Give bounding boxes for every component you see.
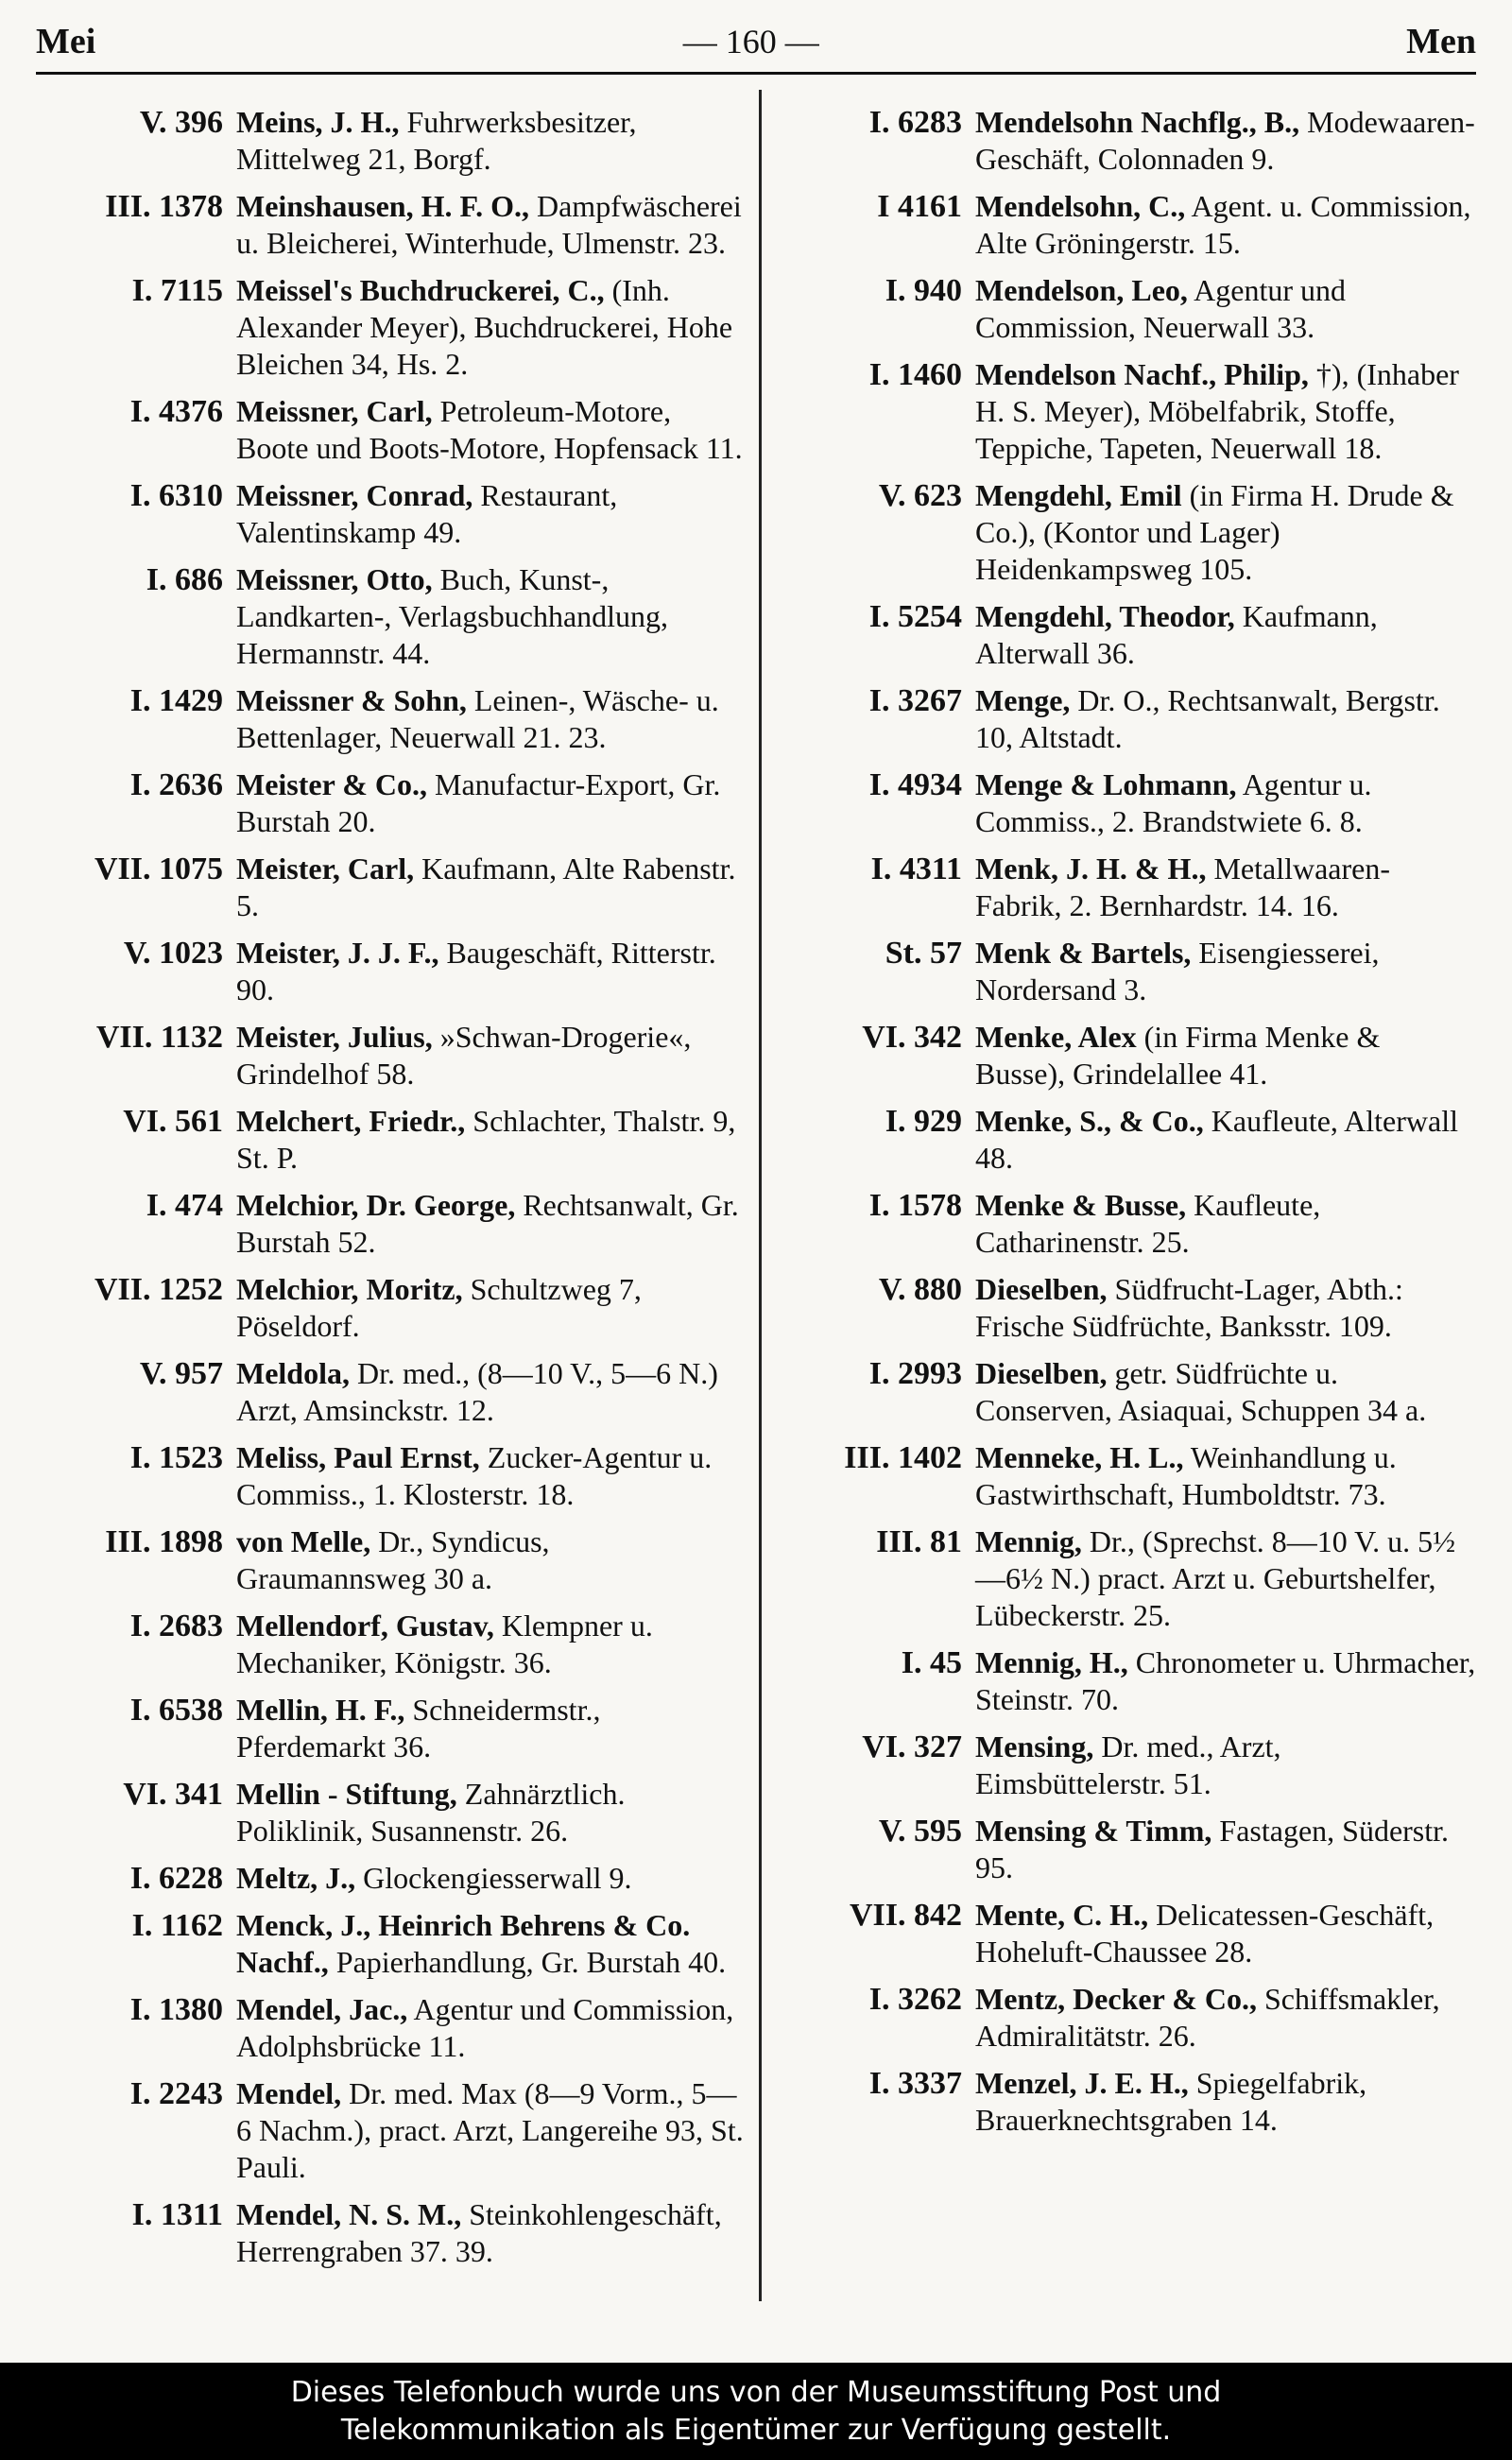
entry-text [236, 188, 747, 262]
directory-entry [775, 1019, 1476, 1092]
entry-details: †), (Inhaber H. S. Meyer), Möbelfabrik, Stoffe, Teppiche, Tapeten, Neuerwall 18. [975, 357, 1459, 465]
entry-name: Mennig, [975, 1524, 1082, 1558]
entry-name: Melchior, Dr. George, [236, 1188, 516, 1222]
entry-name: Meissner, Carl, [236, 394, 433, 428]
left-column [36, 104, 747, 2280]
entry-name: Mentz, Decker & Co., [975, 1982, 1257, 2016]
entry-text [975, 1271, 1476, 1345]
phone-number: I. 6538 [129, 1693, 223, 1728]
entry-name: Mendelsohn, C., [975, 189, 1186, 223]
entry-name: Mensing, [975, 1729, 1094, 1763]
entry-text [975, 272, 1476, 346]
directory-entry [36, 1776, 747, 1849]
entry-name: Meister, J. J. F., [236, 936, 439, 970]
entry-name: Mente, C. H., [975, 1898, 1149, 1932]
entry-details: Dr., Syndicus, Graumannsweg 30 a. [236, 1524, 550, 1595]
footer-line-1: Dieses Telefonbuch wurde uns von der Museumsstiftung Post und [290, 2375, 1222, 2409]
entry-details: Fuhrwerksbesitzer, Mittelweg 21, Borgf. [236, 105, 637, 176]
entry-details: Agentur und Commission, Adolphsbrücke 11. [236, 1992, 734, 2063]
entry-details: Leinen-, Wäsche- u. Bettenlager, Neuerwall 21. 23. [236, 683, 719, 754]
phone-number: I. 2993 [868, 1356, 962, 1391]
entry-name: Mengdehl, Theodor, [975, 599, 1235, 633]
entry-details: Delicatessen-Geschäft, Hoheluft-Chaussee 28. [975, 1898, 1435, 1969]
entry-details: Weinhandlung u. Gastwirthschaft, Humboldtstr. 73. [975, 1440, 1397, 1511]
entry-name: Melchert, Friedr., [236, 1104, 466, 1138]
entry-details: Dr., (Sprechst. 8—10 V. u. 5½—6½ N.) pract. Arzt u. Geburtshelfer, Lübeckerstr. 25. [975, 1524, 1456, 1632]
directory-entry [775, 188, 1476, 262]
entry-details: Klempner u. Mechaniker, Königstr. 36. [236, 1608, 653, 1679]
directory-entry [36, 682, 747, 756]
entry-text [236, 2075, 747, 2186]
phone-number: VI. 342 [862, 1020, 962, 1055]
directory-entry [36, 1355, 747, 1429]
entry-name: Mendelson, Leo, [975, 273, 1188, 307]
entry-text [236, 1019, 747, 1092]
entry-details: Agentur und Commission, Neuerwall 33. [975, 273, 1346, 344]
entry-text [975, 682, 1476, 756]
entry-text [236, 1907, 747, 1981]
entry-text [236, 851, 747, 924]
header-rule [36, 72, 1476, 75]
phone-number: VII. 1075 [94, 852, 223, 886]
entry-name: Meissel's Buchdruckerei, C., [236, 273, 605, 307]
directory-entry [775, 1981, 1476, 2055]
entry-text [236, 1355, 747, 1429]
entry-details: getr. Südfrüchte u. Conserven, Asiaquai, Schuppen 34 a. [975, 1356, 1427, 1427]
entry-details: Chronometer u. Uhrmacher, Steinstr. 70. [975, 1645, 1476, 1716]
directory-entry [775, 1355, 1476, 1429]
entry-text [236, 2196, 747, 2270]
entry-name: Mendel, N. S. M., [236, 2197, 462, 2231]
entry-text [975, 766, 1476, 840]
entry-name: Menke, Alex [975, 1020, 1137, 1054]
entry-text [236, 1271, 747, 1345]
entry-details: Petroleum-Motore, Boote und Boots-Motore, Hopfensack 11. [236, 394, 743, 465]
entry-name: Menk & Bartels, [975, 936, 1192, 970]
entry-details: Kaufmann, Alte Rabenstr. 5. [236, 852, 736, 922]
column-divider [759, 90, 762, 2301]
phone-number: I. 4934 [868, 767, 962, 802]
entry-details: »Schwan-Drogerie«, Grindelhof 58. [236, 1020, 692, 1091]
entry-name: Dieselben, [975, 1272, 1108, 1306]
directory-entry [775, 1187, 1476, 1261]
entry-name: Menke, S., & Co., [975, 1104, 1204, 1138]
entry-details: Glockengiesserwall 9. [355, 1861, 632, 1895]
entry-text [236, 104, 747, 178]
directory-entry [775, 935, 1476, 1008]
directory-entry [36, 1692, 747, 1765]
entry-text [975, 188, 1476, 262]
phone-number: VII. 1252 [94, 1272, 223, 1307]
entry-details: Dr. O., Rechtsanwalt, Bergstr. 10, Altstadt. [975, 683, 1440, 754]
directory-entry [36, 1271, 747, 1345]
entry-details: Kaufleute, Catharinenstr. 25. [975, 1188, 1321, 1259]
directory-entry [36, 851, 747, 924]
entry-text [975, 1019, 1476, 1092]
directory-entry [775, 1729, 1476, 1802]
entry-text [236, 1187, 747, 1261]
entry-details: Dampfwäscherei u. Bleicherei, Winterhude, Ulmenstr. 23. [236, 189, 742, 260]
directory-entry [775, 1103, 1476, 1177]
phone-number: VI. 561 [123, 1104, 223, 1139]
phone-number: III. 1402 [844, 1440, 962, 1475]
phone-number: I. 3262 [868, 1982, 962, 2017]
header-right-keyword: Men [1406, 22, 1476, 61]
phone-number: I. 1380 [129, 1992, 223, 2027]
entry-name: Meltz, J., [236, 1861, 356, 1895]
directory-entry [36, 188, 747, 262]
entry-text [975, 1729, 1476, 1802]
phone-number: V. 1023 [123, 936, 223, 971]
entry-name: Meister, Julius, [236, 1020, 433, 1054]
entry-details: Kaufmann, Alterwall 36. [975, 599, 1378, 670]
entry-text [236, 1608, 747, 1681]
phone-number: I. 4311 [870, 852, 962, 886]
header-left-keyword: Mei [36, 22, 96, 61]
entry-text [236, 1439, 747, 1513]
directory-entry [775, 598, 1476, 672]
phone-number: I. 3267 [868, 683, 962, 718]
entry-name: Meister & Co., [236, 767, 427, 801]
directory-entry [36, 561, 747, 672]
entry-text [236, 561, 747, 672]
entry-details: Zucker-Agentur u. Commiss., 1. Klosterstr. 18. [236, 1440, 713, 1511]
entry-text [975, 1897, 1476, 1970]
entry-details: Rechtsanwalt, Gr. Burstah 52. [236, 1188, 739, 1259]
entry-text [975, 2065, 1476, 2139]
entry-details: Dr. med. Max (8—9 Vorm., 5—6 Nachm.), pract. Arzt, Langereihe 93, St. Pauli. [236, 2076, 744, 2184]
entry-text [236, 1991, 747, 2065]
entry-details: Fastagen, Süderstr. 95. [975, 1814, 1450, 1884]
entry-details: Schiffsmakler, Admiralitätstr. 26. [975, 1982, 1440, 2053]
entry-name: Menke & Busse, [975, 1188, 1187, 1222]
entry-name: Meldola, [236, 1356, 350, 1390]
entry-name: Meliss, Paul Ernst, [236, 1440, 480, 1474]
entry-name: Mengdehl, Emil [975, 478, 1182, 512]
phone-number: V. 595 [878, 1814, 962, 1849]
phone-number: I. 3337 [868, 2066, 962, 2101]
entry-text [975, 598, 1476, 672]
entry-text [236, 393, 747, 467]
phone-number: V. 396 [139, 105, 223, 140]
phone-number: I. 686 [146, 562, 223, 597]
entry-text [975, 1439, 1476, 1513]
entry-details: Schultzweg 7, Pöseldorf. [236, 1272, 642, 1343]
directory-entry [36, 1991, 747, 2065]
directory-entry [775, 1271, 1476, 1345]
entry-details: Agent. u. Commission, Alte Gröningerstr. 15. [975, 189, 1471, 260]
entry-text [975, 1644, 1476, 1718]
entry-details: Eisengiesserei, Nordersand 3. [975, 936, 1380, 1006]
footer-line-2: Telekommunikation als Eigentümer zur Verfügung gestellt. [340, 2413, 1172, 2447]
directory-entry [36, 2075, 747, 2186]
entry-details: Restaurant, Valentinskamp 49. [236, 478, 618, 549]
entry-text [236, 682, 747, 756]
entry-text [236, 477, 747, 551]
entry-text [236, 935, 747, 1008]
entry-name: Mendel, [236, 2076, 342, 2110]
entry-name: Meissner, Otto, [236, 562, 433, 596]
phone-number: I. 7115 [131, 273, 223, 308]
entry-name: Menneke, H. L., [975, 1440, 1184, 1474]
phone-number: I. 2636 [129, 767, 223, 802]
directory-entry [775, 104, 1476, 178]
phone-number: I. 1162 [131, 1908, 223, 1943]
entry-details: Dr. med., Arzt, Eimsbüttelerstr. 51. [975, 1729, 1281, 1800]
directory-entry [775, 2065, 1476, 2139]
phone-number: I. 6228 [129, 1861, 223, 1896]
directory-entry [775, 1523, 1476, 1634]
entry-text [975, 1355, 1476, 1429]
entry-details: Manufactur-Export, Gr. Burstah 20. [236, 767, 721, 838]
entry-name: Meissner & Sohn, [236, 683, 467, 717]
directory-entry [36, 1523, 747, 1597]
phone-number: V. 957 [139, 1356, 223, 1391]
entry-text [236, 1103, 747, 1177]
entry-details: (Inh. Alexander Meyer), Buchdruckerei, Hohe Bleichen 34, Hs. 2. [236, 273, 733, 381]
phone-number: I. 929 [885, 1104, 962, 1139]
directory-entry [36, 104, 747, 178]
directory-entry [775, 1813, 1476, 1886]
directory-entry [36, 1439, 747, 1513]
phone-number: I 4161 [877, 189, 962, 224]
entry-text [975, 851, 1476, 924]
phone-number: I. 4376 [129, 394, 223, 429]
phone-number: I. 474 [146, 1188, 223, 1223]
entry-details: Schneidermstr., Pferdemarkt 36. [236, 1693, 601, 1763]
entry-text [975, 935, 1476, 1008]
entry-name: von Melle, [236, 1524, 371, 1558]
entry-name: Menge & Lohmann, [975, 767, 1237, 801]
entry-details: Modewaaren-Geschäft, Colonnaden 9. [975, 105, 1475, 176]
entry-details: Papierhandlung, Gr. Burstah 40. [328, 1945, 727, 1979]
entry-name: Mellendorf, Gustav, [236, 1608, 494, 1643]
phone-number: I. 6310 [129, 478, 223, 513]
phone-number: I. 6283 [868, 105, 962, 140]
entry-text [236, 272, 747, 383]
phone-number: VI. 341 [123, 1777, 223, 1812]
entry-name: Mellin - Stiftung, [236, 1777, 457, 1811]
directory-entry [36, 272, 747, 383]
entry-text [975, 477, 1476, 588]
entry-name: Mellin, H. F., [236, 1693, 405, 1727]
directory-entry [36, 935, 747, 1008]
directory-entry [775, 356, 1476, 467]
entry-details: (in Firma H. Drude & Co.), (Kontor und Lager) Heidenkampsweg 105. [975, 478, 1454, 586]
entry-name: Meins, J. H., [236, 105, 400, 139]
phone-number: I. 1460 [868, 357, 962, 392]
directory-entry [36, 1187, 747, 1261]
entry-name: Mennig, H., [975, 1645, 1128, 1679]
entry-name: Mensing & Timm, [975, 1814, 1212, 1848]
entry-name: Mendelson Nachf., Philip, [975, 357, 1309, 391]
phone-number: I. 1523 [129, 1440, 223, 1475]
phone-number: III. 81 [876, 1524, 962, 1559]
entry-details: Kaufleute, Alterwall 48. [975, 1104, 1458, 1175]
phone-number: I. 1429 [129, 683, 223, 718]
entry-details: Buch, Kunst-, Landkarten-, Verlagsbuchhandlung, Hermannstr. 44. [236, 562, 669, 670]
entry-name: Menck, J., Heinrich Behrens & Co. Nachf., [236, 1908, 691, 1979]
entry-details: Spiegelfabrik, Brauerknechtsgraben 14. [975, 2066, 1367, 2137]
phone-number: I. 1311 [131, 2197, 223, 2232]
entry-text [236, 1860, 747, 1897]
entry-text [236, 1776, 747, 1849]
entry-text [975, 1981, 1476, 2055]
phone-number: III. 1898 [105, 1524, 223, 1559]
entry-details: Südfrucht-Lager, Abth.: Frische Südfrüchte, Banksstr. 109. [975, 1272, 1403, 1343]
entry-name: Dieselben, [975, 1356, 1108, 1390]
entry-details: Steinkohlengeschäft, Herrengraben 37. 39. [236, 2197, 722, 2268]
directory-entry [36, 2196, 747, 2270]
phone-number: VI. 327 [862, 1729, 962, 1764]
entry-text [236, 766, 747, 840]
phone-number: I. 2683 [129, 1608, 223, 1643]
right-column [775, 104, 1476, 2149]
entry-name: Mendelsohn Nachflg., B., [975, 105, 1300, 139]
directory-entry [36, 1860, 747, 1897]
page-number: — 160 — [682, 23, 819, 60]
entry-details: Baugeschäft, Ritterstr. 90. [236, 936, 716, 1006]
directory-entry [36, 393, 747, 467]
entry-name: Menk, J. H. & H., [975, 852, 1207, 886]
entry-details: Dr. med., (8—10 V., 5—6 N.) Arzt, Amsinckstr. 12. [236, 1356, 718, 1427]
phone-number: V. 880 [878, 1272, 962, 1307]
phone-number: I. 940 [885, 273, 962, 308]
entry-text [975, 1187, 1476, 1261]
phone-number: VII. 1132 [95, 1020, 223, 1055]
entry-text [975, 1813, 1476, 1886]
entry-name: Meissner, Conrad, [236, 478, 473, 512]
directory-entry [775, 682, 1476, 756]
entry-details: Metallwaaren-Fabrik, 2. Bernhardstr. 14. 16. [975, 852, 1390, 922]
entry-details: Schlachter, Thalstr. 9, St. P. [236, 1104, 736, 1175]
entry-text [236, 1523, 747, 1597]
entry-text [236, 1692, 747, 1765]
directory-entry [36, 766, 747, 840]
entry-name: Menge, [975, 683, 1071, 717]
phone-number: III. 1378 [105, 189, 223, 224]
entry-details: Agentur u. Commiss., 2. Brandstwiete 6. 8. [975, 767, 1372, 838]
phone-number: I. 45 [901, 1645, 962, 1680]
phone-number: I. 5254 [868, 599, 962, 634]
page-header [36, 13, 1476, 70]
entry-text [975, 1103, 1476, 1177]
footer-banner [0, 2363, 1512, 2460]
entry-text [975, 356, 1476, 467]
directory-entry [775, 1644, 1476, 1718]
directory-entry [775, 851, 1476, 924]
entry-text [975, 1523, 1476, 1634]
directory-entry [36, 1103, 747, 1177]
directory-entry [775, 272, 1476, 346]
phone-number: I. 1578 [868, 1188, 962, 1223]
directory-entry [36, 1608, 747, 1681]
entry-name: Menzel, J. E. H., [975, 2066, 1189, 2100]
phone-number: V. 623 [878, 478, 962, 513]
directory-entry [36, 1907, 747, 1981]
directory-entry [775, 477, 1476, 588]
entry-details: (in Firma Menke & Busse), Grindelallee 41. [975, 1020, 1381, 1091]
entry-name: Melchior, Moritz, [236, 1272, 463, 1306]
phone-number: VII. 842 [849, 1898, 962, 1933]
entry-details: Zahnärztlich. Poliklinik, Susannenstr. 26. [236, 1777, 626, 1848]
entry-name: Meister, Carl, [236, 852, 415, 886]
directory-entry [775, 1439, 1476, 1513]
phone-number: St. 57 [885, 936, 962, 971]
directory-entry [36, 477, 747, 551]
entry-name: Mendel, Jac., [236, 1992, 408, 2026]
entry-text [975, 104, 1476, 178]
directory-entry [775, 766, 1476, 840]
directory-entry [36, 1019, 747, 1092]
phone-number: I. 2243 [129, 2076, 223, 2111]
entry-name: Meinshausen, H. F. O., [236, 189, 529, 223]
directory-entry [775, 1897, 1476, 1970]
